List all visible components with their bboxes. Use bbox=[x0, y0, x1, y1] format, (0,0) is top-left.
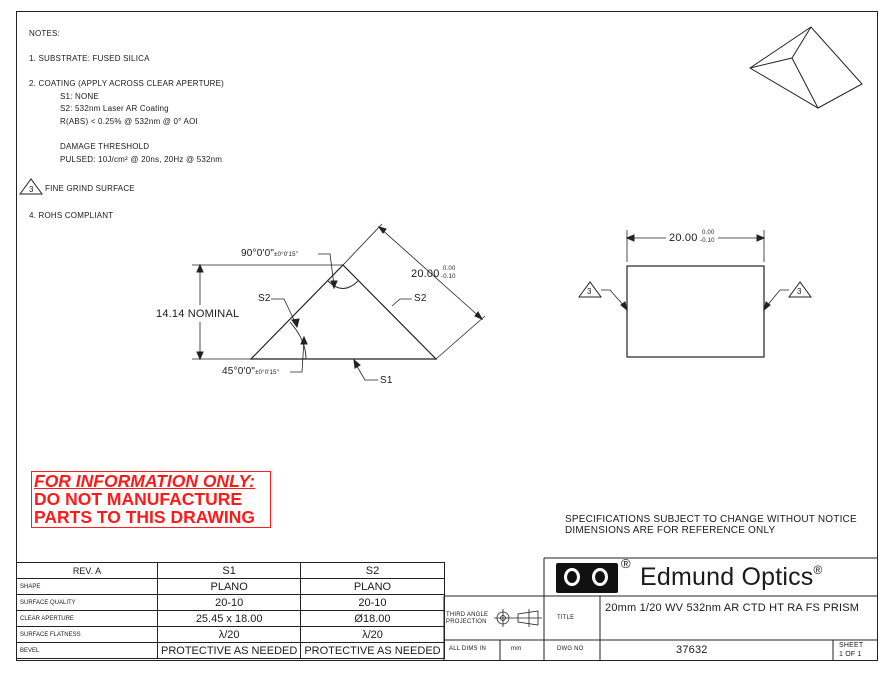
hypotenuse-dimension: 20.00 bbox=[411, 268, 440, 280]
note-rohs: 4. ROHS COMPLIANT bbox=[29, 211, 114, 220]
cell-s1: PROTECTIVE AS NEEDED bbox=[158, 643, 301, 659]
hypotenuse-tol-upper: 0.00 bbox=[443, 266, 456, 272]
s2-left-label: S2 bbox=[258, 293, 271, 304]
cell-s1: 25.45 x 18.00 bbox=[158, 611, 301, 627]
note-fine-grind: FINE GRIND SURFACE bbox=[45, 184, 135, 193]
s2-right-label: S2 bbox=[414, 293, 427, 304]
rev-label: REV. A bbox=[17, 563, 158, 579]
cell-s2: PLANO bbox=[301, 579, 444, 595]
note-coating-rabs: R(ABS) < 0.25% @ 532nm @ 0° AOI bbox=[60, 117, 198, 126]
row-label: SURFACE QUALITY bbox=[17, 595, 158, 611]
stamp-line-2: DO NOT MANUFACTURE bbox=[34, 489, 243, 509]
information-only-stamp bbox=[31, 471, 271, 528]
row-label: CLEAR APERTURE bbox=[17, 611, 158, 627]
front-left-triangle-number: 3 bbox=[587, 287, 592, 296]
logo-right-ring bbox=[592, 568, 608, 586]
sheet-label: SHEET bbox=[839, 642, 864, 649]
cell-s2: Ø18.00 bbox=[301, 611, 444, 627]
logo-left-ring bbox=[564, 568, 580, 586]
cell-s1: 20-10 bbox=[158, 595, 301, 611]
row-label: SURFACE FLATNESS bbox=[17, 627, 158, 643]
sheet-value: 1 OF 1 bbox=[839, 651, 862, 658]
cell-s1: PLANO bbox=[158, 579, 301, 595]
note-substrate: 1. SUBSTRATE: FUSED SILICA bbox=[29, 54, 150, 63]
notes-header: NOTES: bbox=[29, 29, 60, 38]
units-value: mm bbox=[511, 646, 522, 652]
spec-notice-line-2: DIMENSIONS ARE FOR REFERENCE ONLY bbox=[565, 525, 776, 536]
logo-reg-mark: ® bbox=[621, 556, 631, 571]
prism-side-view bbox=[251, 265, 436, 359]
dwg-no-label: DWG NO bbox=[557, 646, 584, 652]
table-row bbox=[17, 627, 445, 643]
cell-s2: λ/20 bbox=[301, 627, 444, 643]
angle-45-dimension: 45°0'0"±0°0'15" bbox=[222, 366, 280, 377]
all-dims-label: ALL DIMS IN bbox=[449, 646, 486, 652]
angle-90-dimension: 90°0'0"±0°0'15" bbox=[241, 248, 299, 259]
table-row bbox=[17, 579, 445, 595]
row-label: BEVEL bbox=[17, 643, 158, 659]
projection-label: PROJECTION bbox=[446, 619, 487, 625]
stamp-line-3: PARTS TO THIS DRAWING bbox=[34, 507, 256, 527]
stamp-line-1: FOR INFORMATION ONLY: bbox=[34, 471, 255, 491]
table-row bbox=[17, 643, 445, 659]
drawing-title: 20mm 1/20 WV 532nm AR CTD HT RA FS PRISM bbox=[605, 602, 860, 614]
table-row bbox=[17, 595, 445, 611]
title-label: TITLE bbox=[557, 615, 575, 621]
width-dimension: 20.00 bbox=[669, 232, 698, 244]
width-tol-lower: -0.10 bbox=[700, 238, 715, 244]
third-angle-projection-icon bbox=[494, 609, 542, 627]
col-s2-header: S2 bbox=[301, 563, 444, 579]
cell-s1: λ/20 bbox=[158, 627, 301, 643]
spec-table-header bbox=[17, 563, 445, 579]
cell-s2: PROTECTIVE AS NEEDED bbox=[301, 643, 444, 659]
spec-notice-line-1: SPECIFICATIONS SUBJECT TO CHANGE WITHOUT NOTICE bbox=[565, 514, 857, 525]
prism-front-view bbox=[627, 266, 764, 357]
spec-table bbox=[16, 562, 445, 659]
height-dimension: 14.14 NOMINAL bbox=[156, 308, 240, 320]
note-damage-threshold: DAMAGE THRESHOLD bbox=[60, 142, 150, 151]
table-row bbox=[17, 611, 445, 627]
s1-label: S1 bbox=[380, 375, 393, 386]
note-coating-s1: S1: NONE bbox=[60, 92, 99, 101]
col-s1-header: S1 bbox=[158, 563, 301, 579]
row-label: SHAPE bbox=[17, 579, 158, 595]
note-pulsed: PULSED: 10J/cm² @ 20ns, 20Hz @ 532nm bbox=[60, 155, 223, 164]
note3-number: 3 bbox=[29, 185, 34, 194]
edmund-logo-icon bbox=[556, 563, 618, 593]
cell-s2: 20-10 bbox=[301, 595, 444, 611]
front-right-triangle-number: 3 bbox=[797, 287, 802, 296]
note-coating: 2. COATING (APPLY ACROSS CLEAR APERTURE) bbox=[29, 79, 225, 88]
third-angle-label: THIRD ANGLE bbox=[446, 612, 489, 618]
note-coating-s2: S2: 532nm Laser AR Coating bbox=[60, 104, 169, 113]
brand-name: Edmund Optics® bbox=[640, 563, 823, 591]
prism-iso-view bbox=[750, 27, 862, 108]
hypotenuse-tol-lower: -0.10 bbox=[441, 274, 456, 280]
width-tol-upper: 0.00 bbox=[702, 230, 715, 236]
dwg-no-value: 37632 bbox=[676, 644, 708, 656]
